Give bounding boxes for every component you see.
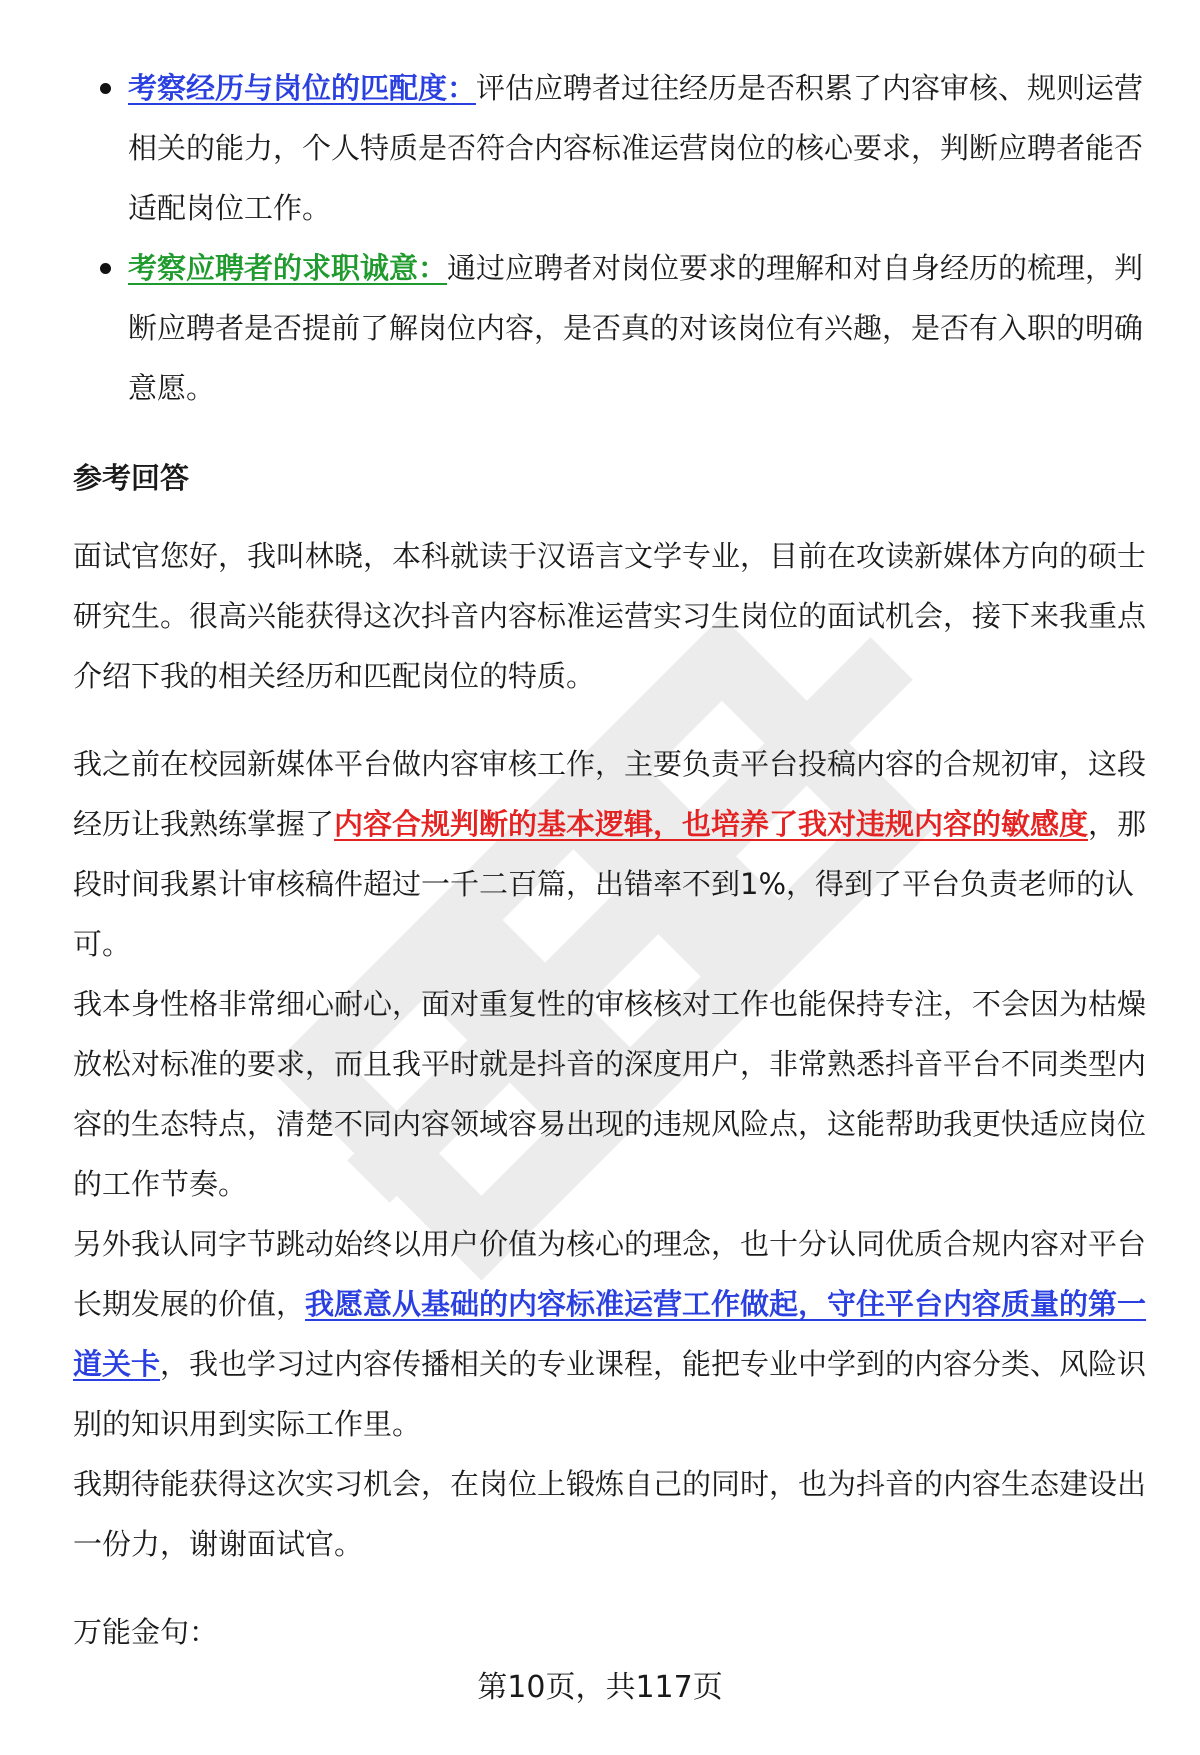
experience-highlight: 内容合规判断的基本逻辑，也培养了我对违规内容的敏感度 [334,807,1089,841]
values-text-before: 另外我认同字节跳动始终以用户价值为核心的理念，也十分认同优质合规内容对平台长期发展的价值， [73,1227,1147,1321]
values-paragraph [73,1214,1148,1454]
page-number: 第10页，共117页 [477,1670,723,1705]
list-item [73,238,1148,418]
closing-paragraph: 我期待能获得这次实习机会，在岗位上锻炼自己的同时，也为抖音的内容生态建设出一份力，谢谢面试官。 [73,1467,1147,1561]
bullet-text: 通过应聘者对岗位要求的理解和对自身经历的梳理，判断应聘者是否提前了解岗位内容，是否真的对该岗位有兴趣，是否有入职的明确意愿。 [128,251,1144,405]
document-page [73,58,1148,1662]
personality-paragraph: 我本身性格非常细心耐心，面对重复性的审核核对工作也能保持专注，不会因为枯燥放松对标准的要求，而且我平时就是抖音的深度用户，非常熟悉抖音平台不同类型内容的生态特点，清楚不同内容领域容易出现的违规风险点，这能帮助我更快适应岗位的工作节奏。 [73,987,1147,1201]
bullet-text: 评估应聘者过往经历是否积累了内容审核、规则运营相关的能力，个人特质是否符合内容标准运营岗位的核心要求，判断应聘者能否适配岗位工作。 [128,71,1144,225]
list-item [73,58,1148,238]
values-text-after: ，我也学习过内容传播相关的专业课程，能把专业中学到的内容分类、风险识别的知识用到实际工作里。 [73,1347,1147,1441]
bullet-title: 考察经历与岗位的匹配度： [128,71,477,105]
section-title: 参考回答 [73,461,190,495]
experience-text-after: ，那段时间我累计审核稿件超过一千二百篇，出错率不到1%，得到了平台负责老师的认可。 [73,807,1147,961]
evaluation-points-list [73,58,1148,418]
experience-text-before: 我之前在校园新媒体平台做内容审核工作，主要负责平台投稿内容的合规初审，这段经历让我熟练掌握了 [73,747,1147,841]
experience-paragraph [73,734,1148,974]
bullet-title: 考察应聘者的求职诚意： [128,251,448,285]
bullet-dot-icon [100,83,111,94]
intro-paragraph: 面试官您好，我叫林晓，本科就读于汉语言文学专业，目前在攻读新媒体方向的硕士研究生。很高兴能获得这次抖音内容标准运营实习生岗位的面试机会，接下来我重点介绍下我的相关经历和匹配岗位的特质。 [73,539,1147,693]
values-highlight: 我愿意从基础的内容标准运营工作做起，守住平台内容质量的第一道关卡 [73,1287,1147,1381]
bullet-dot-icon [100,263,111,274]
golden-sentence-label: 万能金句： [73,1615,219,1649]
